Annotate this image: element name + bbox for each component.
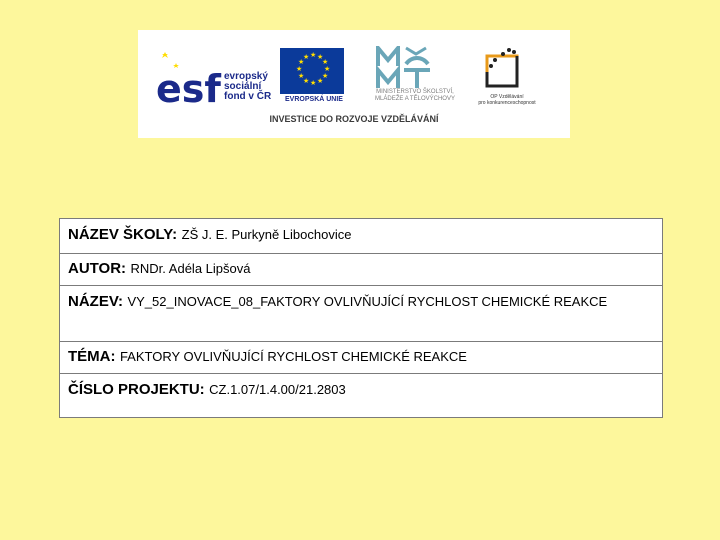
svg-text:★: ★ bbox=[317, 77, 324, 85]
info-table bbox=[59, 218, 663, 418]
school-label: NÁZEV ŠKOLY: bbox=[68, 226, 178, 243]
info-cell-school bbox=[60, 219, 663, 254]
topic-value: FAKTORY OVLIVŇUJÍCÍ RYCHLOST CHEMICKÉ REAKCE bbox=[119, 349, 467, 364]
svg-text:★: ★ bbox=[310, 51, 317, 59]
svg-text:★: ★ bbox=[310, 79, 317, 87]
info-row-author bbox=[60, 254, 663, 286]
esf-logo-icon bbox=[156, 48, 222, 106]
msmt-line: MINISTERSTVO ŠKOLSTVÍ, bbox=[376, 89, 454, 95]
info-row-topic bbox=[60, 342, 663, 374]
info-row-school bbox=[60, 219, 663, 254]
title-label: NÁZEV: bbox=[68, 293, 124, 310]
title-value: VY_52_INOVACE_08_FAKTORY OVLIVŇUJÍCÍ RYCHLOST CHEMICKÉ REAKCE bbox=[127, 294, 608, 309]
eu-label: EVROPSKÁ UNIE bbox=[285, 96, 343, 103]
svg-text:★: ★ bbox=[322, 72, 329, 80]
info-cell-author bbox=[60, 254, 663, 286]
author-value: RNDr. Adéla Lipšová bbox=[130, 261, 251, 276]
esf-line: evropský bbox=[224, 71, 268, 82]
op-line: OP Vzdělávání bbox=[490, 94, 524, 100]
info-row-project bbox=[60, 374, 663, 418]
logo-banner bbox=[138, 30, 570, 138]
op-logo-icon bbox=[481, 46, 529, 94]
svg-text:★: ★ bbox=[296, 65, 303, 73]
info-row-title bbox=[60, 286, 663, 342]
esf-text bbox=[224, 72, 276, 102]
op-line: pro konkurenceschopnost bbox=[478, 100, 536, 106]
svg-text:★: ★ bbox=[322, 58, 329, 66]
project-value: CZ.1.07/1.4.00/21.2803 bbox=[209, 382, 346, 397]
svg-text:★: ★ bbox=[303, 77, 310, 85]
esf-line: sociální bbox=[224, 81, 262, 92]
msmt-line: MLÁDEŽE A TĚLOVÝCHOVY bbox=[375, 96, 455, 102]
author-label: AUTOR: bbox=[68, 260, 127, 277]
eu-flag-icon bbox=[280, 48, 344, 94]
svg-text:★: ★ bbox=[317, 53, 324, 61]
banner-slogan: INVESTICE DO ROZVOJE VZDĚLÁVÁNÍ bbox=[269, 114, 439, 124]
info-cell-topic bbox=[60, 342, 663, 374]
svg-text:★: ★ bbox=[298, 72, 305, 80]
esf-line: fond v ČR bbox=[224, 91, 272, 102]
project-label: ČÍSLO PROJEKTU: bbox=[68, 381, 205, 398]
svg-text:★: ★ bbox=[303, 53, 310, 61]
svg-text:★: ★ bbox=[324, 65, 331, 73]
op-text bbox=[466, 94, 548, 106]
svg-text:★: ★ bbox=[298, 58, 305, 66]
info-cell-title bbox=[60, 286, 663, 342]
school-value: ZŠ J. E. Purkyně Libochovice bbox=[181, 227, 352, 242]
msmt-logo-icon bbox=[374, 46, 434, 90]
svg-text:esf: esf bbox=[156, 67, 221, 106]
topic-label: TÉMA: bbox=[68, 348, 116, 365]
msmt-text bbox=[360, 89, 470, 103]
info-cell-project bbox=[60, 374, 663, 418]
